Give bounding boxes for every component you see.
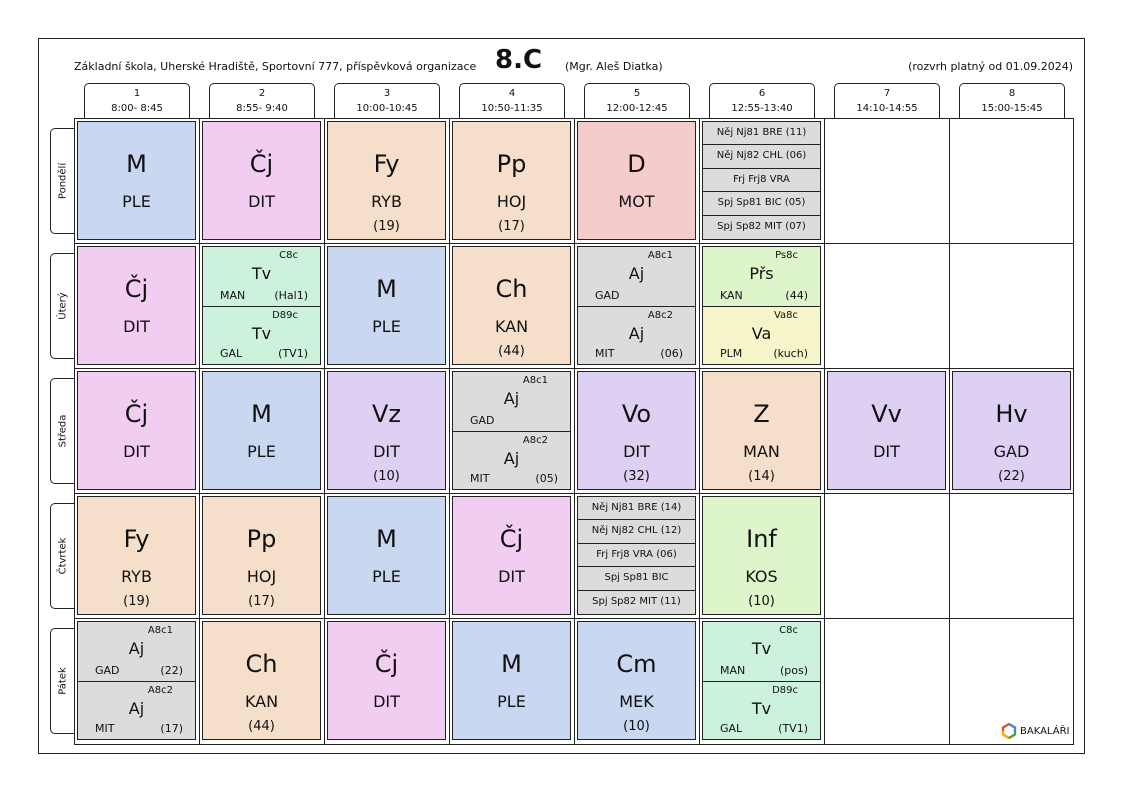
lesson-teacher: DIT: [498, 567, 525, 586]
period-number: 3: [383, 88, 391, 99]
period-header-7: [834, 83, 940, 118]
language-group-item: Spj Sp82 MIT (11): [592, 595, 681, 607]
day-label: Pondělí: [57, 162, 68, 200]
lesson-cell: [327, 621, 446, 740]
group-label: A8c2: [647, 309, 673, 321]
group-label: A8c2: [147, 684, 173, 696]
lesson-teacher: GAD: [595, 288, 620, 302]
lesson-subject: Čj: [249, 150, 274, 178]
lesson-group-half: [453, 431, 570, 490]
lesson-teacher: MIT: [95, 722, 115, 735]
lesson-subject: Tv: [751, 698, 772, 718]
lesson-cell: [202, 621, 321, 740]
language-group-item: Spj Sp82 MIT (07): [717, 220, 806, 232]
group-label: A8c1: [647, 250, 673, 261]
language-group-item: Spj Sp81 BIC: [578, 567, 695, 590]
lesson-group-half: [78, 622, 195, 681]
group-label: D89c: [772, 684, 798, 696]
lesson-subject: Hv: [995, 400, 1028, 428]
period-time: 8:00- 8:45: [111, 103, 163, 114]
lesson-room: (05): [535, 472, 558, 485]
lesson-teacher: DIT: [373, 692, 400, 711]
lesson-subject: Aj: [628, 264, 645, 283]
lesson-subject: Aj: [503, 389, 520, 408]
lesson-teacher: RYB: [121, 567, 152, 586]
lesson-room: (17): [160, 722, 183, 735]
lesson-subject: M: [251, 400, 272, 428]
lesson-teacher: DIT: [123, 317, 150, 336]
period-number: 5: [633, 88, 641, 99]
group-label: A8c1: [522, 375, 548, 386]
lesson-subject: Čj: [124, 275, 149, 303]
language-group-item: Frj Frj8 VRA (06): [578, 544, 695, 567]
lesson-group-half: [453, 372, 570, 431]
lesson-subject: Aj: [128, 698, 145, 718]
lesson-cell: [577, 496, 696, 615]
period-time: 8:55- 9:40: [236, 103, 288, 114]
period-number: 7: [883, 88, 891, 99]
lesson-group-half: [703, 622, 820, 681]
lesson-room: (10): [373, 469, 400, 484]
column-divider: [824, 118, 825, 745]
period-header-6: [709, 83, 815, 118]
lesson-subject: M: [126, 150, 147, 178]
lesson-room: (14): [748, 469, 775, 484]
lesson-room: (32): [623, 469, 650, 484]
lesson-cell: [77, 121, 196, 240]
lesson-cell: [77, 246, 196, 365]
period-time: 10:00-10:45: [356, 103, 418, 114]
lesson-subject: Tv: [251, 323, 272, 343]
lesson-room: (10): [748, 594, 775, 609]
language-group-item: Frj Frj8 VRA: [703, 169, 820, 192]
lesson-cell: [327, 371, 446, 490]
lesson-teacher: DIT: [373, 442, 400, 461]
lesson-teacher: PLM: [720, 347, 743, 360]
lesson-subject: Tv: [751, 639, 772, 658]
day-header-2: [50, 253, 74, 359]
lesson-cell: [77, 496, 196, 615]
group-label: A8c2: [522, 434, 548, 446]
period-header-3: [334, 83, 440, 118]
lesson-subject: Ch: [495, 275, 528, 303]
lesson-group-half: [203, 247, 320, 306]
lesson-teacher: HOJ: [246, 567, 277, 586]
period-header-1: [84, 83, 190, 118]
day-label: Středa: [57, 414, 68, 448]
lesson-room: (19): [373, 219, 400, 234]
lesson-teacher: GAD: [470, 413, 495, 427]
lesson-cell: [327, 121, 446, 240]
lesson-teacher: KOS: [745, 567, 778, 586]
lesson-cell: [77, 371, 196, 490]
lesson-subject: M: [376, 525, 397, 553]
lesson-cell: [952, 371, 1071, 490]
lesson-teacher: HOJ: [496, 192, 527, 211]
lesson-cell: [577, 246, 696, 365]
lesson-room: (kuch): [773, 347, 808, 360]
lesson-teacher: GAD: [993, 442, 1030, 461]
lesson-room: (TV1): [278, 347, 308, 360]
lesson-group-half: [703, 306, 820, 365]
lesson-subject: Čj: [374, 650, 399, 678]
lesson-cell: [202, 496, 321, 615]
lesson-room: (17): [498, 219, 525, 234]
lesson-cell: [327, 246, 446, 365]
lesson-teacher: PLE: [372, 567, 401, 586]
language-group-item: Něj Nj82 CHL (12): [578, 520, 695, 543]
lesson-teacher: KAN: [494, 317, 529, 336]
lesson-cell: [702, 496, 821, 615]
lesson-teacher: MAN: [720, 663, 746, 677]
school-name: Základní škola, Uherské Hradiště, Sportovní 777, příspěvková organizace: [74, 60, 477, 73]
column-divider: [449, 118, 450, 745]
lesson-cell: [827, 371, 946, 490]
column-divider: [574, 118, 575, 745]
lesson-cell: [702, 371, 821, 490]
lesson-subject: Vo: [621, 400, 652, 428]
lesson-subject: Ch: [245, 650, 278, 678]
lesson-group-half: [78, 681, 195, 740]
lesson-teacher: MAN: [743, 442, 780, 461]
period-time: 10:50-11:35: [481, 103, 543, 114]
lesson-subject: M: [376, 275, 397, 303]
language-group-item: Spj Sp81 BIC (05): [703, 192, 820, 215]
period-number: 6: [758, 88, 766, 99]
period-number: 1: [133, 88, 141, 99]
lesson-teacher: RYB: [371, 192, 402, 211]
valid-from: (rozvrh platný od 01.09.2024): [908, 60, 1073, 73]
lesson-group-half: [578, 306, 695, 365]
lesson-room: (Hal1): [274, 288, 308, 302]
period-time: 12:55-13:40: [731, 103, 793, 114]
lesson-subject: Pp: [496, 150, 527, 178]
lesson-subject: Čj: [124, 400, 149, 428]
lesson-room: (pos): [779, 663, 808, 677]
bakalari-logo-icon: [1001, 723, 1017, 739]
lesson-teacher: PLE: [247, 442, 276, 461]
column-divider: [699, 118, 700, 745]
lesson-room: (17): [248, 594, 275, 609]
lesson-teacher: MEK: [619, 692, 654, 711]
period-header-5: [584, 83, 690, 118]
lesson-room: (10): [623, 719, 650, 734]
lesson-cell: [202, 121, 321, 240]
lesson-cell: [702, 121, 821, 240]
lesson-room: (44): [498, 344, 525, 359]
lesson-subject: Přs: [749, 264, 774, 283]
lesson-subject: Inf: [746, 525, 777, 553]
lesson-subject: Z: [753, 400, 770, 428]
day-header-5: [50, 628, 74, 734]
period-header-4: [459, 83, 565, 118]
group-label: Va8c: [773, 309, 798, 321]
lesson-room: (44): [248, 719, 275, 734]
group-label: A8c1: [147, 625, 173, 636]
lesson-subject: Aj: [628, 323, 645, 343]
lesson-subject: Čj: [499, 525, 524, 553]
lesson-cell: [452, 246, 571, 365]
logo-text: BAKALÁŘI: [1020, 725, 1070, 737]
lesson-cell: [77, 621, 196, 740]
lesson-teacher: KAN: [244, 692, 279, 711]
lesson-subject: Aj: [128, 639, 145, 658]
column-divider: [324, 118, 325, 745]
lesson-subject: M: [501, 650, 522, 678]
lesson-cell: [577, 371, 696, 490]
lesson-room: (22): [160, 663, 183, 677]
lesson-cell: [327, 496, 446, 615]
lesson-teacher: PLE: [497, 692, 526, 711]
lesson-teacher: MIT: [470, 472, 490, 485]
lesson-teacher: MAN: [220, 288, 246, 302]
lesson-teacher: GAL: [220, 347, 243, 360]
day-header-1: [50, 128, 74, 234]
lesson-cell: [452, 496, 571, 615]
period-time: 12:00-12:45: [606, 103, 668, 114]
lesson-subject: D: [627, 150, 646, 178]
lesson-teacher: MOT: [618, 192, 655, 211]
lesson-room: (22): [998, 469, 1025, 484]
period-time: 15:00-15:45: [981, 103, 1043, 114]
period-number: 8: [1008, 88, 1016, 99]
lesson-teacher: PLE: [122, 192, 151, 211]
lesson-teacher: DIT: [873, 442, 900, 461]
lesson-cell: [452, 621, 571, 740]
lesson-cell: [202, 246, 321, 365]
lesson-cell: [702, 246, 821, 365]
lesson-cell: [202, 371, 321, 490]
day-header-3: [50, 378, 74, 484]
column-divider: [199, 118, 200, 745]
lesson-teacher: MIT: [595, 347, 615, 360]
period-header-2: [209, 83, 315, 118]
lesson-subject: Vv: [871, 400, 902, 428]
lesson-group-half: [703, 247, 820, 306]
period-header-8: [959, 83, 1065, 118]
group-label: C8c: [779, 625, 798, 636]
lesson-subject: Vz: [371, 400, 401, 428]
lesson-room: (06): [660, 347, 683, 360]
language-group-item: Něj Nj82 CHL (06): [703, 145, 820, 168]
lesson-teacher: GAD: [95, 663, 120, 677]
lesson-teacher: DIT: [248, 192, 275, 211]
language-group-item: Něj Nj81 BRE (14): [578, 497, 695, 520]
lesson-group-half: [578, 247, 695, 306]
lesson-subject: Aj: [503, 448, 520, 468]
column-divider: [949, 118, 950, 745]
lesson-subject: Fy: [123, 525, 150, 553]
lesson-subject: Fy: [373, 150, 400, 178]
language-group-item: Něj Nj81 BRE (11): [703, 122, 820, 145]
period-number: 4: [508, 88, 516, 99]
lesson-cell: [452, 121, 571, 240]
day-label: Úterý: [57, 292, 68, 320]
lesson-teacher: DIT: [123, 442, 150, 461]
day-label: Pátek: [57, 667, 68, 695]
lesson-teacher: PLE: [372, 317, 401, 336]
lesson-subject: Pp: [246, 525, 277, 553]
group-label: D89c: [272, 309, 298, 321]
day-label: Čtvrtek: [57, 537, 68, 575]
lesson-room: (TV1): [778, 722, 808, 735]
class-teacher: (Mgr. Aleš Diatka): [565, 60, 663, 73]
lesson-cell: [577, 621, 696, 740]
bakalari-logo: [1001, 723, 1069, 739]
group-label: C8c: [279, 250, 298, 261]
group-label: Ps8c: [775, 250, 798, 261]
lesson-cell: [452, 371, 571, 490]
lesson-subject: Cm: [616, 650, 657, 678]
lesson-room: (44): [785, 288, 808, 302]
lesson-room: (19): [123, 594, 150, 609]
lesson-teacher: GAL: [720, 722, 743, 735]
lesson-subject: Va: [751, 323, 772, 343]
lesson-group-half: [703, 681, 820, 740]
lesson-teacher: DIT: [623, 442, 650, 461]
lesson-subject: Tv: [251, 264, 272, 283]
lesson-cell: [577, 121, 696, 240]
period-time: 14:10-14:55: [856, 103, 918, 114]
lesson-group-half: [203, 306, 320, 365]
day-header-4: [50, 503, 74, 609]
lesson-teacher: KAN: [720, 288, 743, 302]
lesson-cell: [702, 621, 821, 740]
period-number: 2: [258, 88, 266, 99]
class-name: 8.C: [495, 45, 543, 75]
